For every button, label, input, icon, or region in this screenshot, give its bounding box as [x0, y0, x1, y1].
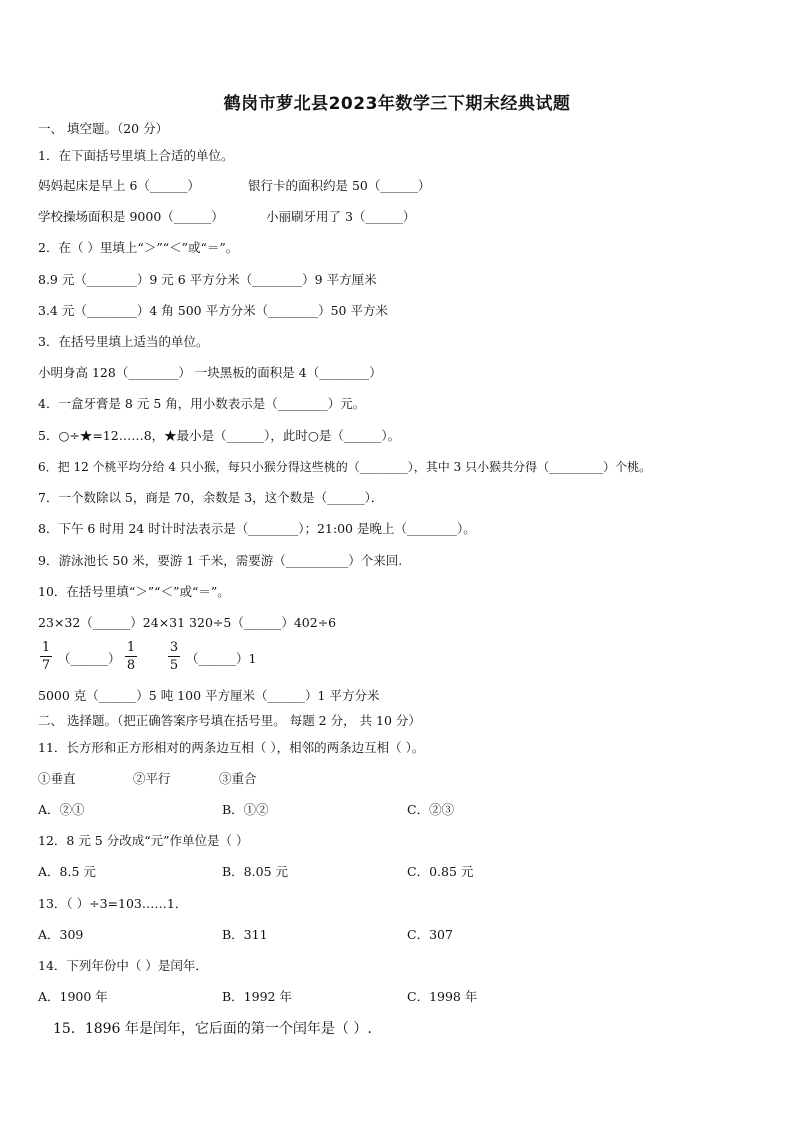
q1-row2b: 小丽刷牙用了 3（______）	[266, 209, 416, 224]
fraction-numerator: 1	[41, 640, 51, 655]
q11-choice3: ③重合	[219, 771, 257, 786]
q1-row1b: 银行卡的面积约是 50（______）	[248, 178, 431, 193]
fraction-denominator: 8	[126, 658, 136, 673]
q8: 8．下午 6 时用 24 时计时法表示是（________）；21:00 是晚上（________）。	[38, 521, 476, 536]
q13-option-b[interactable]: B．311	[222, 927, 268, 942]
q3-stem: 3．在括号里填上适当的单位。	[38, 334, 209, 349]
q11-stem: 11．长方形和正方形相对的两条边互相（ ），相邻的两条边互相（ ）。	[38, 740, 425, 755]
q4: 4．一盒牙膏是 8 元 5 角，用小数表示是（________）元。	[38, 396, 366, 411]
q11-option-b[interactable]: B．①②	[222, 802, 269, 817]
q1-stem: 1．在下面括号里填上合适的单位。	[38, 148, 234, 163]
q1-row1a: 妈妈起床是早上 6（______）	[38, 178, 200, 193]
q14-option-c[interactable]: C．1998 年	[407, 989, 478, 1004]
page-title: 鹤岗市萝北县2023年数学三下期末经典试题	[223, 94, 571, 114]
q12-option-b[interactable]: B．8.05 元	[222, 864, 288, 879]
q12-option-c[interactable]: C．0.85 元	[407, 864, 474, 879]
fraction-1-8	[125, 640, 137, 673]
q11-option-c[interactable]: C．②③	[407, 802, 455, 817]
q11-choice2: ②平行	[133, 771, 171, 786]
q10-blank-b: （______）1	[186, 651, 257, 666]
section2-heading: 二、 选择题。（把正确答案序号填在括号里。 每题 2 分， 共 10 分）	[38, 713, 421, 728]
q13-stem: 13．（ ）÷3=103……1．	[38, 896, 188, 911]
fraction-bar	[125, 656, 137, 657]
q14-option-b[interactable]: B．1992 年	[222, 989, 292, 1004]
q12-stem: 12．8 元 5 分改成“元”作单位是（ ）	[38, 833, 249, 848]
q7: 7．一个数除以 5，商是 70，余数是 3，这个数是（______）．	[38, 490, 384, 505]
q2-row2: 3.4 元（________）4 角 500 平方分米（________）50 平方米	[38, 303, 388, 318]
fraction-3-5	[168, 640, 180, 673]
q13-option-c[interactable]: C．307	[407, 927, 453, 942]
q13-option-a[interactable]: A．309	[38, 927, 84, 942]
q14-stem: 14．下列年份中（ ）是闰年．	[38, 958, 208, 973]
fraction-bar	[168, 656, 180, 657]
q5: 5．○÷★=12……8，★最小是（______），此时○是（______）。	[38, 428, 401, 443]
q15: 15．1896 年是闰年，它后面的第一个闰年是（ ）.	[53, 1021, 372, 1037]
fraction-numerator: 1	[126, 640, 136, 655]
q14-option-a[interactable]: A．1900 年	[38, 989, 108, 1004]
q2-row1: 8.9 元（________）9 元 6 平方分米（________）9 平方厘米	[38, 272, 377, 287]
fraction-1-7	[40, 640, 52, 673]
q2-stem: 2．在（ ）里填上“＞”“＜”或“＝”。	[38, 240, 239, 255]
fraction-bar	[40, 656, 52, 657]
section1-heading: 一、 填空题。（20 分）	[38, 121, 169, 136]
q3-row1: 小明身高 128（________） 一块黑板的面积是 4（________）	[38, 365, 382, 380]
q12-option-a[interactable]: A．8.5 元	[38, 864, 96, 879]
q10-row3: 5000 克（______）5 吨 100 平方厘米（______）1 平方分米	[38, 688, 380, 703]
fraction-denominator: 5	[169, 658, 179, 673]
q10-stem: 10．在括号里填“＞”“＜”或“＝”。	[38, 584, 230, 599]
q11-choice1: ①垂直	[38, 771, 76, 786]
q10-row1: 23×32（______）24×31 320÷5（______）402÷6	[38, 615, 337, 630]
fraction-denominator: 7	[41, 658, 51, 673]
q6: 6．把 12 个桃平均分给 4 只小猴，每只小猴分得这些桃的（________），其中 3 只小猴共分得（_________）个桃。	[38, 460, 652, 474]
q1-row2a: 学校操场面积是 9000（______）	[38, 209, 224, 224]
q10-blank-a: （______）	[58, 651, 121, 666]
q9: 9．游泳池长 50 米，要游 1 千米，需要游（__________）个来回.	[38, 553, 403, 568]
q11-option-a[interactable]: A．②①	[38, 802, 85, 817]
fraction-numerator: 3	[169, 640, 179, 655]
